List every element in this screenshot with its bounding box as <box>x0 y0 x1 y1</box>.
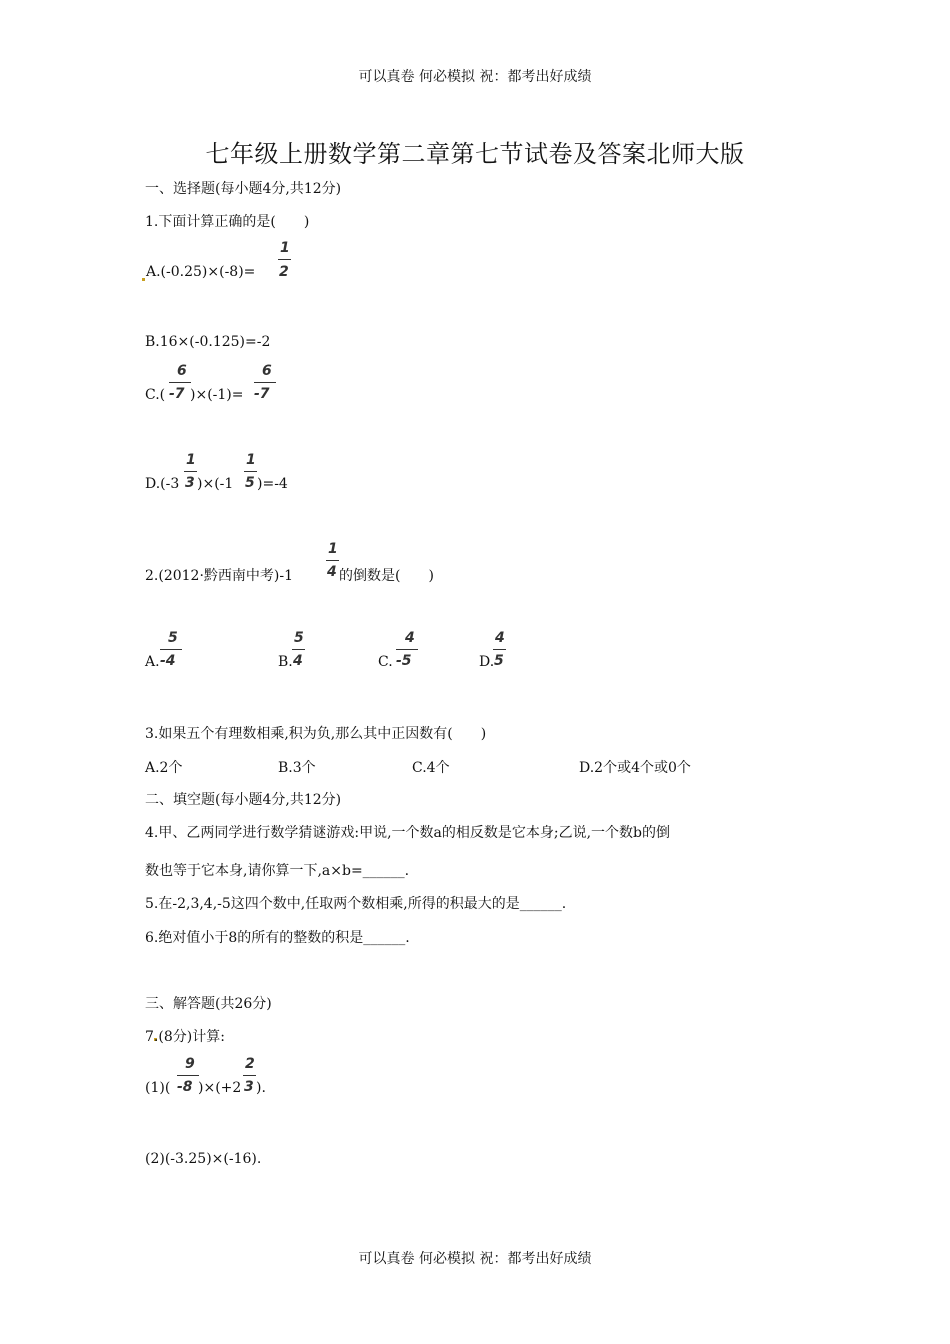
fraction-numerator: 1 <box>328 541 338 557</box>
question-1-stem: 1.下面计算正确的是( ) <box>145 214 310 230</box>
q3-option-b: B.3个 <box>278 760 316 776</box>
fraction-numerator: 1 <box>186 452 196 468</box>
fraction-denominator: 5 <box>494 653 504 669</box>
fraction-denominator: -5 <box>396 653 412 669</box>
question-4-line-2: 数也等于它本身,请你算一下,a×b=______. <box>145 863 410 879</box>
q2-option-a-label: A. <box>145 654 160 670</box>
fraction-numerator: 5 <box>168 630 178 646</box>
fraction-bar <box>177 1075 199 1076</box>
fraction-denominator: -7 <box>169 386 185 402</box>
q1-option-c-prefix: C.( <box>145 387 166 403</box>
fraction-numerator: 5 <box>294 630 304 646</box>
question-5: 5.在-2,3,4,-5这四个数中,任取两个数相乘,所得的积最大的是______. <box>145 896 567 912</box>
fraction-bar <box>493 649 506 650</box>
q2-option-c-label: C. <box>378 654 393 670</box>
decor-mark <box>142 278 145 281</box>
fraction-numerator: 9 <box>185 1056 195 1072</box>
q1-option-b: B.16×(-0.125)=-2 <box>145 334 271 350</box>
q7-part-1-suffix: ). <box>256 1080 266 1096</box>
fraction-denominator: -4 <box>160 653 176 669</box>
q3-option-c: C.4个 <box>412 760 450 776</box>
question-3-stem: 3.如果五个有理数相乘,积为负,那么其中正因数有( ) <box>145 726 487 742</box>
fraction-bar <box>396 649 418 650</box>
fraction-denominator: 2 <box>279 264 289 280</box>
question-7-stem: 7.(8分)计算: <box>145 1029 225 1045</box>
fraction-bar <box>243 1075 256 1076</box>
q7-part-1-middle: )×(+2 <box>198 1080 242 1096</box>
section-heading-fill-in: 二、填空题(每小题4分,共12分) <box>145 792 342 808</box>
fraction-numerator: 1 <box>246 452 256 468</box>
question-4-line-1: 4.甲、乙两同学进行数学猜谜游戏:甲说,一个数a的相反数是它本身;乙说,一个数b的倒 <box>145 825 670 841</box>
fraction-denominator: 3 <box>244 1079 254 1095</box>
fraction-denominator: 4 <box>327 564 337 580</box>
fraction-bar <box>292 649 305 650</box>
fraction-numerator: 6 <box>177 363 187 379</box>
question-2-stem-suffix: 的倒数是( ) <box>339 568 434 584</box>
q1-option-d-middle: )×(-1 <box>197 476 234 492</box>
q3-option-a: A.2个 <box>145 760 183 776</box>
fraction-denominator: 4 <box>293 653 303 669</box>
fraction-bar <box>278 259 291 260</box>
fraction-numerator: 4 <box>405 630 415 646</box>
fraction-bar <box>244 471 257 472</box>
q2-option-d-label: D. <box>479 654 495 670</box>
fraction-denominator: -7 <box>254 386 270 402</box>
section-heading-solutions: 三、解答题(共26分) <box>145 996 272 1012</box>
fraction-numerator: 2 <box>245 1056 255 1072</box>
q1-option-d-prefix: D.(-3 <box>145 476 180 492</box>
fraction-numerator: 6 <box>262 363 272 379</box>
fraction-bar <box>160 649 182 650</box>
q7-part-2: (2)(-3.25)×(-16). <box>145 1151 262 1167</box>
fraction-numerator: 4 <box>495 630 505 646</box>
fraction-denominator: 5 <box>245 475 255 491</box>
fraction-bar <box>184 471 197 472</box>
page-header: 可以真卷 何必模拟 祝：都考出好成绩 <box>358 69 592 85</box>
page-title: 七年级上册数学第二章第七节试卷及答案北师大版 <box>205 140 745 168</box>
q1-option-d-suffix: )=-4 <box>257 476 288 492</box>
q1-option-a-text: A.(-0.25)×(-8)= <box>146 264 256 280</box>
q7-part-1-prefix: (1)( <box>145 1080 171 1096</box>
q3-option-d: D.2个或4个或0个 <box>579 760 691 776</box>
section-heading-choice: 一、选择题(每小题4分,共12分) <box>145 181 342 197</box>
q1-option-c-middle: )×(-1)= <box>190 387 244 403</box>
question-2-stem-prefix: 2.(2012·黔西南中考)-1 <box>145 568 293 584</box>
fraction-bar <box>254 382 276 383</box>
q2-option-b-label: B. <box>278 654 293 670</box>
fraction-bar <box>169 382 191 383</box>
fraction-denominator: 3 <box>185 475 195 491</box>
fraction-numerator: 1 <box>280 240 290 256</box>
fraction-bar <box>326 560 339 561</box>
question-6: 6.绝对值小于8的所有的整数的积是______. <box>145 930 410 946</box>
page-footer: 可以真卷 何必模拟 祝：都考出好成绩 <box>358 1251 592 1267</box>
fraction-denominator: -8 <box>177 1079 193 1095</box>
